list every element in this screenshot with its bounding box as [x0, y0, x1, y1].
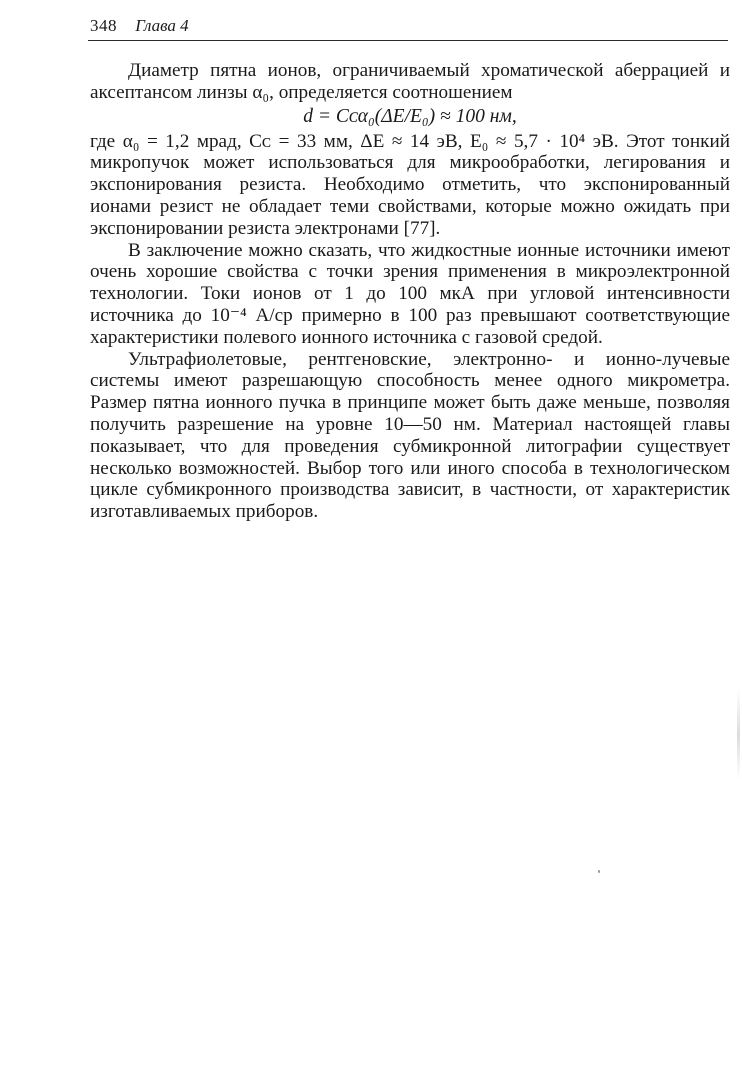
paper-speck — [598, 870, 600, 873]
formula-expression: d = Cᴄα₀(ΔE/E₀) ≈ 100 нм, — [303, 105, 517, 127]
chapter-title: Глава 4 — [135, 16, 189, 35]
paragraph-1: Диаметр пятна ионов, ограничиваемый хроматической аберрацией и аксептансом линзы α₀, определяется соотношением — [90, 60, 730, 103]
paragraph-1-continuation: где α₀ = 1,2 мрад, Cᴄ = 33 мм, ΔE ≈ 14 эВ, E₀ ≈ 5,7 · 10⁴ эВ. Этот тонкий микропучок может использоваться для микрообработки, легирования и экспонирования резиста. Необходимо отметить, что экспонированный ионами резист не обладает теми свойствами, которые можно ожидать при экспонировании резиста электронами [77]. — [90, 130, 730, 239]
formula — [90, 105, 730, 129]
body-text — [90, 60, 730, 523]
header-rule — [88, 40, 728, 41]
page-edge-shadow — [737, 690, 740, 780]
paragraph-2: В заключение можно сказать, что жидкостные ионные источники имеют очень хорошие свойства с точки зрения применения в микроэлектронной технологии. Токи ионов от 1 до 100 мкА при угловой интенсивности источника до 10⁻⁴ А/ср примерно в 100 раз превышают соответствующие характеристики полевого ионного источника с газовой средой. — [90, 239, 730, 348]
page-number: 348 — [90, 16, 117, 35]
running-head — [90, 14, 730, 38]
paragraph-3: Ультрафиолетовые, рентгеновские, электронно- и ионно-лучевые системы имеют разрешающую способность менее одного микрометра. Размер пятна ионного пучка в принципе может быть даже меньше, позволяя получить разрешение на уровне 10—50 нм. Материал настоящей главы показывает, что для проведения субмикронной литографии существует несколько возможностей. Выбор того или иного способа в технологическом цикле субмикронного производства зависит, в частности, от характеристик изготавливаемых приборов. — [90, 348, 730, 523]
